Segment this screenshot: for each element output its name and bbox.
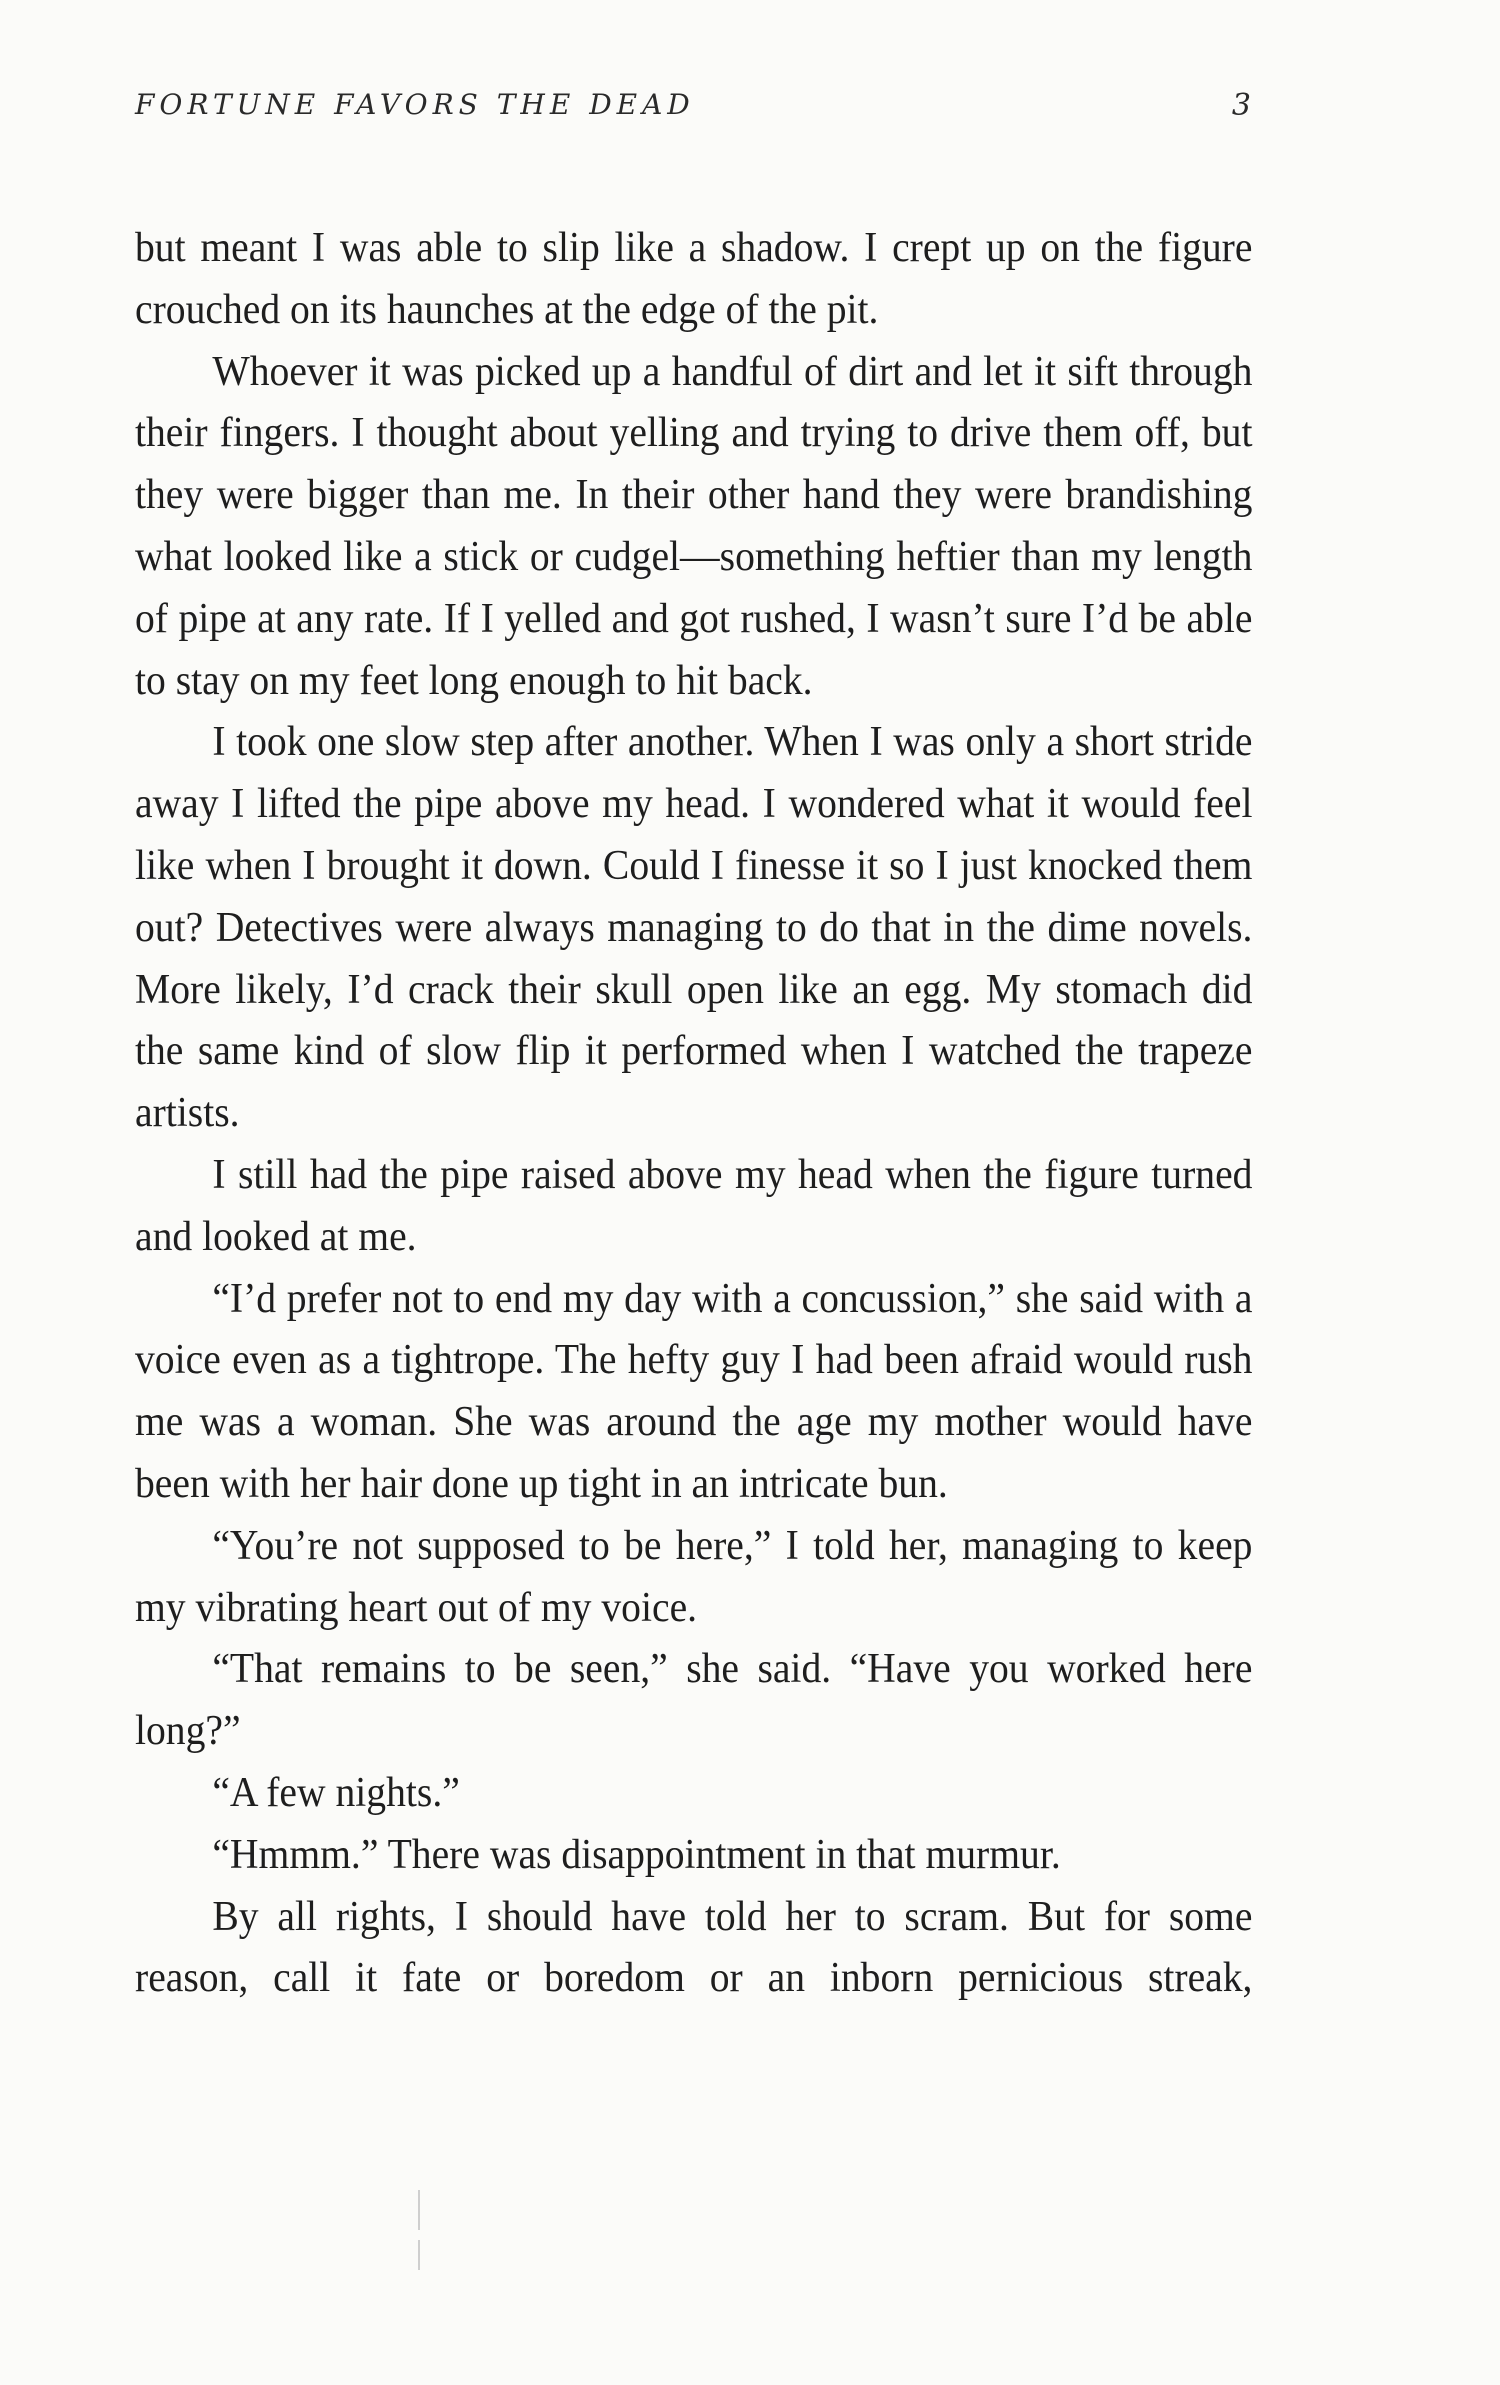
paragraph-2: Whoever it was picked up a handful of dirt and let it sift through their fingers. I thought about yelling and trying to drive them off, but they were bigger than me. In their other hand they were brandishing what looked like a stick or cudgel—something heftier than my length of pipe at any rate. If I yelled and got rushed, I wasn’t sure I’d be able to stay on my feet long enough to hit back. (135, 348, 1253, 704)
scan-mark (418, 2240, 420, 2270)
page-number: 3 (1231, 88, 1251, 123)
paragraph-6: “You’re not supposed to be here,” I told her, managing to keep my vibrating heart out of my voice. (135, 1522, 1253, 1631)
paragraph-4: I still had the pipe raised above my head when the figure turned and looked at me. (135, 1151, 1253, 1260)
paragraph-9: “Hmmm.” There was disappointment in that murmur. (212, 1831, 1061, 1878)
body-text (135, 218, 1252, 2010)
paragraph-1: but meant I was able to slip like a shadow. I crept up on the figure crouched on its haunches at the edge of the pit. (135, 225, 1253, 333)
paragraph-3: I took one slow step after another. When I was only a short stride away I lifted the pipe above my head. I wondered what it would feel like when I brought it down. Could I finesse it so I just knocked them out? Detectives were always managing to do that in the dime novels. More likely, I’d crack their skull open like an egg. My stomach did the same kind of slow flip it performed when I watched the trapeze artists. (135, 719, 1253, 1137)
paragraph-8: “A few nights.” (212, 1769, 460, 1816)
paragraph-7: “That remains to be seen,” she said. “Have you worked here long?” (135, 1646, 1253, 1755)
scan-mark (418, 2190, 420, 2230)
running-head (135, 88, 1251, 130)
book-title: FORTUNE FAVORS THE DEAD (135, 88, 695, 121)
paragraph-10: By all rights, I should have told her to scram. But for some reason, call it fate or boredom or an inborn pernicious streak, (135, 1893, 1253, 2002)
paragraph-5: “I’d prefer not to end my day with a concussion,” she said with a voice even as a tightrope. The hefty guy I had been afraid would rush me was a woman. She was around the age my mother would have been with her hair done up tight in an intricate bun. (135, 1275, 1253, 1507)
